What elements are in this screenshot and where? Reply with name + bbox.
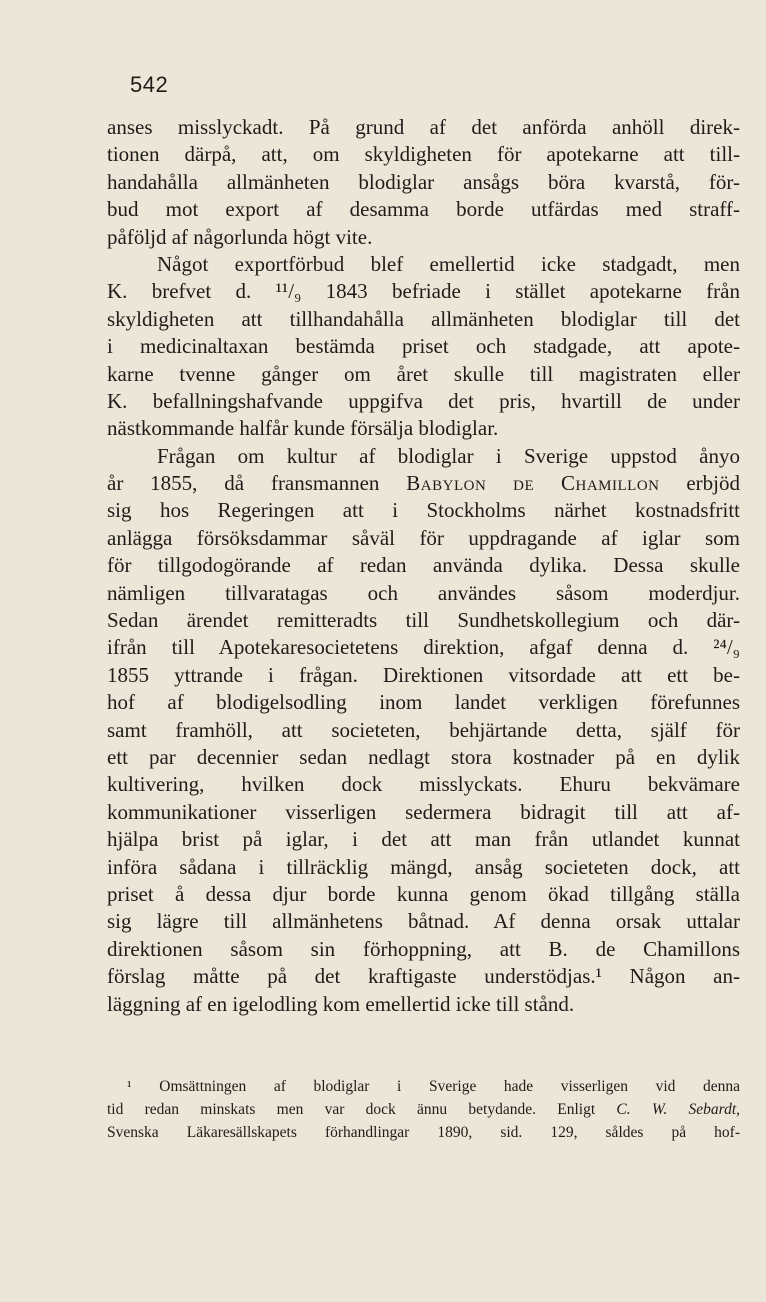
footnote-line: Svenska Läkaresällskapets förhandlingar 1890, sid. 129, såldes på hof- bbox=[107, 1124, 740, 1141]
person-name: de bbox=[513, 471, 535, 496]
text-line: 1855 yttrande i frågan. Direktionen vitsordade att ett be- bbox=[107, 662, 740, 687]
text-line: direktionen såsom sin förhoppning, att B. de Chamillons bbox=[107, 936, 740, 961]
text-fragment bbox=[534, 471, 561, 495]
text-line: hjälpa brist på iglar, i det att man från utlandet kunnat bbox=[107, 827, 740, 852]
text-line: ett par decennier sedan nedlagt stora kostnader på en dylik bbox=[107, 744, 740, 769]
text-line: K. brefvet d. ¹¹/₉ 1843 befriade i stället apotekarne från bbox=[107, 279, 740, 304]
paragraph-1 bbox=[107, 114, 740, 251]
footnote-line: ¹ Omsättningen af blodiglar i Sverige hade visserligen vid denna bbox=[127, 1078, 740, 1095]
page-number: 542 bbox=[130, 72, 169, 97]
body-text bbox=[107, 114, 740, 1018]
text-line: hof af blodigelsodling inom landet verkligen förefunnes bbox=[107, 690, 740, 715]
text-line: karne tvenne gånger om året skulle till magistraten eller bbox=[107, 361, 740, 386]
text-line: kommunikationer visserligen sedermera bidragit till att af- bbox=[107, 799, 740, 824]
text-line: bud mot export af desamma borde utfärdas med straff- bbox=[107, 197, 740, 222]
text-line: tionen därpå, att, om skyldigheten för apotekarne att till- bbox=[107, 142, 740, 167]
text-line: handahålla allmänheten blodiglar ansågs böra kvarstå, för- bbox=[107, 169, 740, 194]
text-line: Sedan ärendet remitteradts till Sundhetskollegium och där- bbox=[107, 608, 740, 633]
text-line: priset å dessa djur borde kunna genom ökad tillgång ställa bbox=[107, 881, 740, 906]
person-name: Babylon bbox=[406, 471, 487, 496]
author-citation: C. W. Sebardt, bbox=[616, 1101, 740, 1118]
text-line: Frågan om kultur af blodiglar i Sverige uppstod ånyo bbox=[157, 443, 740, 468]
text-line: för tillgodogörande af redan använda dylika. Dessa skulle bbox=[107, 553, 740, 578]
footnote-line bbox=[107, 1098, 740, 1121]
text-line: ifrån till Apotekaresocietetens direktion, afgaf denna d. ²⁴/₉ bbox=[107, 635, 740, 660]
text-fragment: år 1855, då fransmannen bbox=[107, 471, 407, 496]
text-line: införa sådana i tillräcklig mängd, ansåg societeten dock, att bbox=[107, 854, 740, 879]
text-line: nämligen tillvaratagas och användes såsom moderdjur. bbox=[107, 580, 740, 605]
paragraph-3 bbox=[107, 443, 740, 1018]
text-line: skyldigheten att tillhandahålla allmänheten blodiglar till det bbox=[107, 306, 740, 331]
text-line: anses misslyckadt. På grund af det anförda anhöll direk- bbox=[107, 115, 740, 139]
text-line: förslag måtte på det kraftigaste understödjas.¹ Någon an- bbox=[107, 964, 740, 989]
footnote bbox=[107, 1075, 740, 1144]
text-line: påföljd af någorlunda högt vite. bbox=[107, 224, 373, 249]
text-line: läggning af en igelodling kom emellertid icke till stånd. bbox=[107, 991, 575, 1016]
text-line: nästkommande halfår kunde försälja blodiglar. bbox=[107, 416, 499, 441]
person-name: Chamillon bbox=[561, 471, 660, 496]
text-line: samt framhöll, att societeten, behjärtande detta, själf för bbox=[107, 717, 740, 742]
text-line-with-names bbox=[107, 470, 740, 497]
text-line: i medicinaltaxan bestämda priset och stadgade, att apote- bbox=[107, 334, 740, 359]
text-line: sig hos Regeringen att i Stockholms närhet kostnadsfritt bbox=[107, 498, 740, 523]
text-fragment: tid redan minskats men var dock ännu betydande. Enligt bbox=[107, 1101, 617, 1118]
text-line: K. befallningshafvande uppgifva det pris, hvartill de under bbox=[107, 388, 740, 413]
text-line: Något exportförbud blef emellertid icke stadgadt, men bbox=[157, 251, 740, 276]
text-line: sig lägre till allmänhetens båtnad. Af denna orsak uttalar bbox=[107, 909, 740, 934]
text-line: kultivering, hvilken dock misslyckats. Ehuru bekvämare bbox=[107, 772, 740, 797]
text-fragment bbox=[486, 471, 513, 495]
paragraph-2 bbox=[107, 251, 740, 443]
text-line: anlägga försöksdammar såväl för uppdragande af iglar som bbox=[107, 525, 740, 550]
text-fragment: erbjöd bbox=[659, 471, 741, 496]
